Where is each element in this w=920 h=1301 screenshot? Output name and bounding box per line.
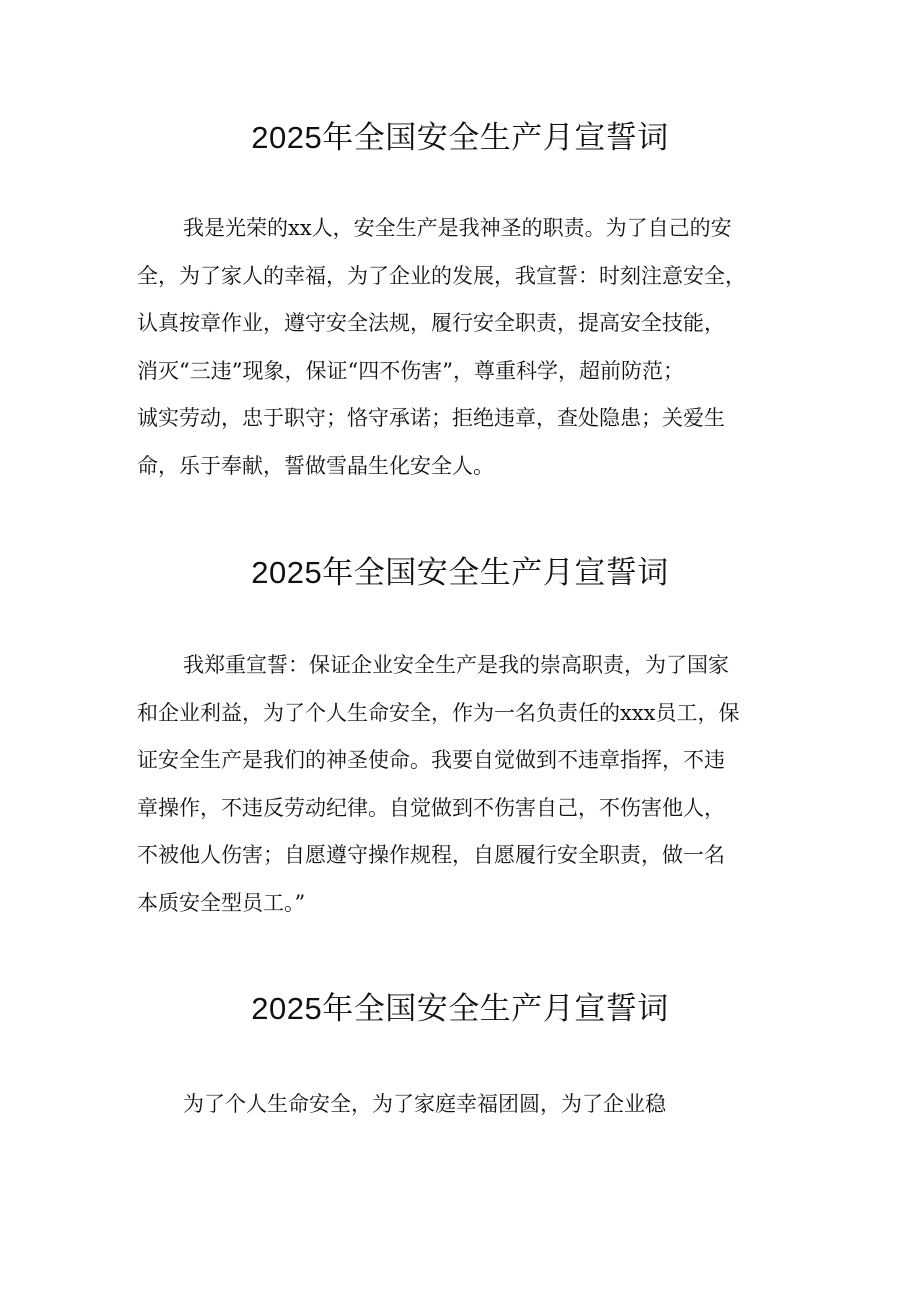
paragraph-line: 诚实劳动，忠于职守；恪守承诺；拒绝违章，查处隐患；关爱生 bbox=[137, 406, 725, 430]
paragraph-line: 证安全生产是我们的神圣使命。我要自觉做到不违章指挥，不违 bbox=[137, 748, 725, 772]
paragraph-line: 认真按章作业，遵守安全法规，履行安全职责，提高安全技能， bbox=[137, 311, 725, 335]
section-title: 2025年全国安全生产月宣誓词 bbox=[251, 555, 669, 590]
section-title: 2025年全国安全生产月宣誓词 bbox=[251, 991, 669, 1026]
paragraph-line: 为了个人生命安全，为了家庭幸福团圆，为了企业稳 bbox=[183, 1092, 666, 1116]
paragraph bbox=[137, 205, 797, 490]
paragraph bbox=[137, 1081, 797, 1129]
paragraph-line: 我郑重宣誓：保证企业安全生产是我的崇高职责，为了国家 bbox=[183, 653, 729, 677]
paragraph-line: 全，为了家人的幸福，为了企业的发展，我宣誓：时刻注意安全， bbox=[137, 263, 746, 288]
paragraph-line: 本质安全型员工。” bbox=[137, 890, 306, 915]
section-title: 2025年全国安全生产月宣誓词 bbox=[251, 120, 669, 155]
paragraph-line: 我是光荣的xx人，安全生产是我神圣的职责。为了自己的安 bbox=[183, 216, 732, 240]
paragraph-line: 消灭“三违”现象，保证“四不伤害”，尊重科学，超前防范； bbox=[137, 358, 684, 383]
paragraph-line: 和企业利益，为了个人生命安全，作为一名负责任的xxx员工，保 bbox=[137, 700, 740, 725]
paragraph-line: 章操作，不违反劳动纪律。自觉做到不伤害自己，不伤害他人， bbox=[137, 795, 725, 820]
paragraph-line: 不被他人伤害；自愿遵守操作规程，自愿履行安全职责，做一名 bbox=[137, 843, 725, 867]
paragraph-line: 命，乐于奉献，誓做雪晶生化安全人。 bbox=[137, 453, 494, 478]
paragraph bbox=[137, 642, 797, 927]
